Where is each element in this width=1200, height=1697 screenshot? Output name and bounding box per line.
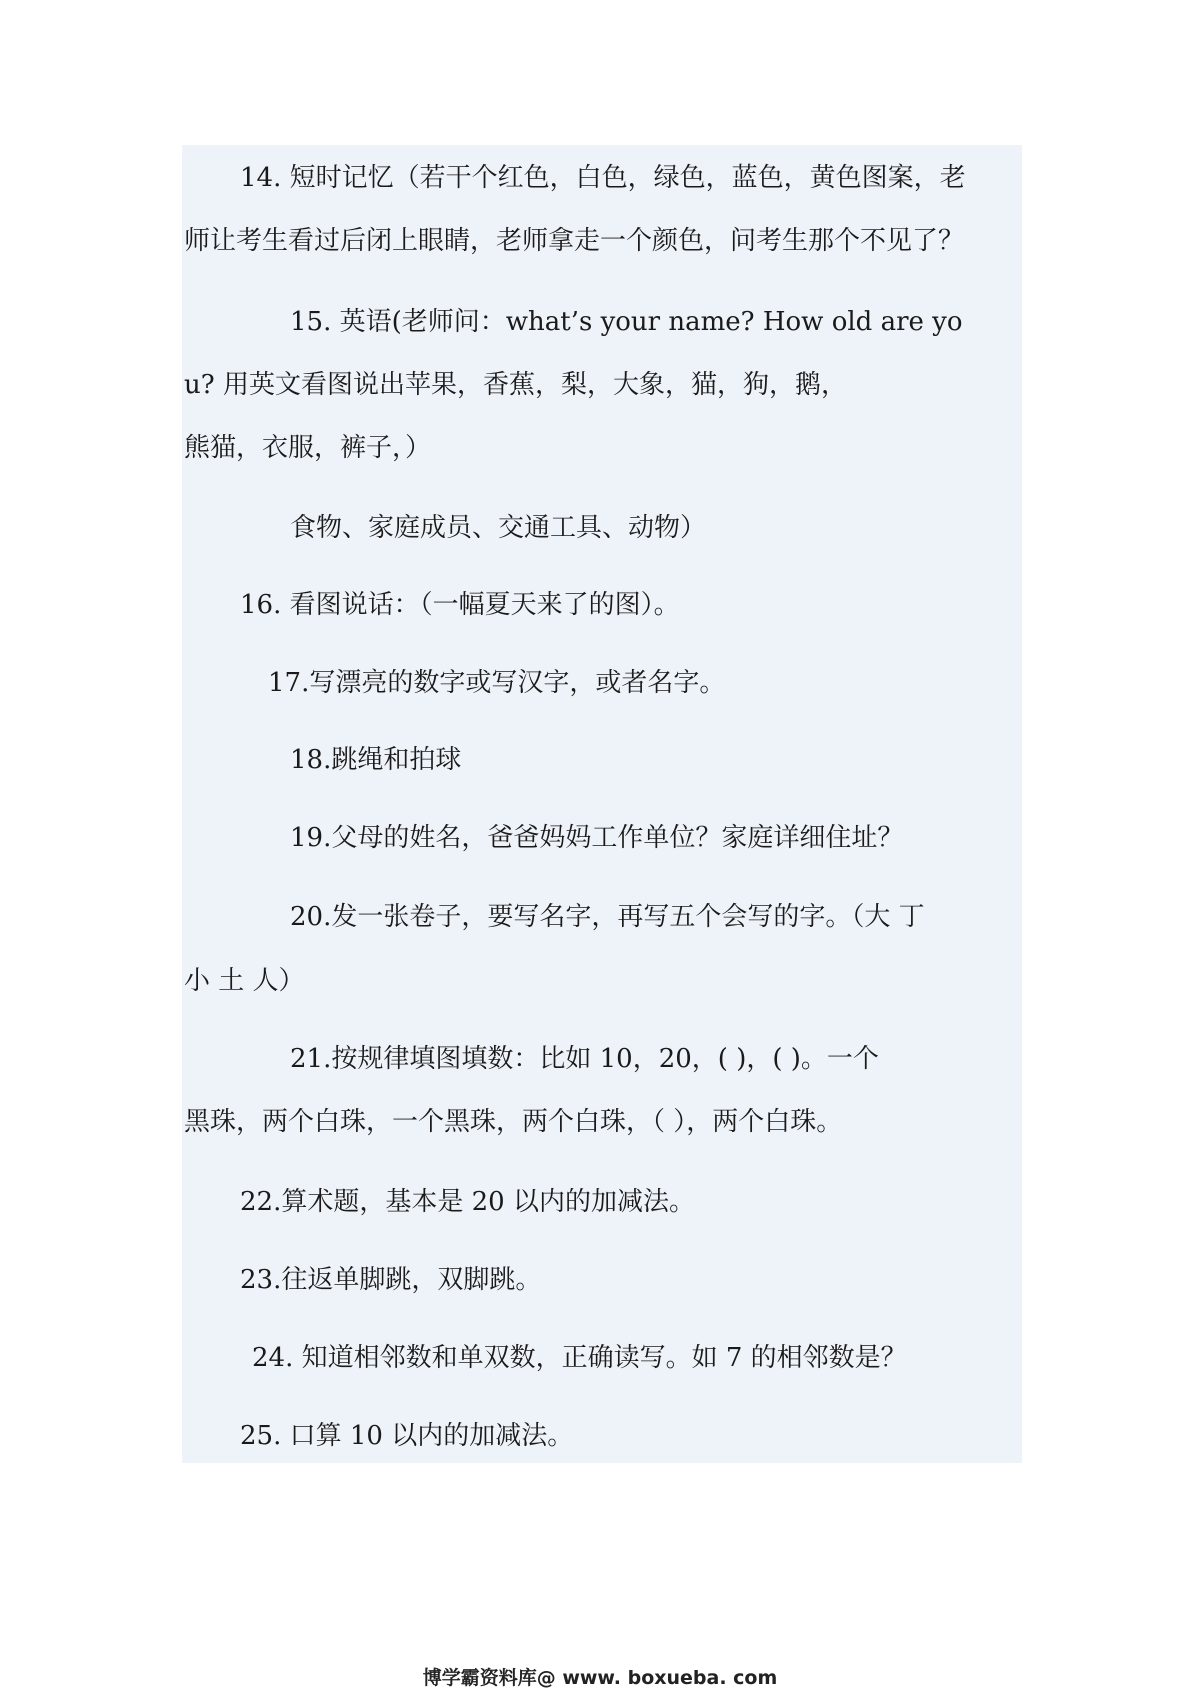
question-16: 16. 看图说话：（一幅夏天来了的图）。: [240, 590, 680, 620]
question-14-line-2: 师让考生看过后闭上眼睛，老师拿走一个颜色，问考生那个不见了？: [184, 226, 965, 256]
question-20-line-2: 小 土 人）: [184, 966, 305, 996]
question-24: 24. 知道相邻数和单双数，正确读写。如 7 的相邻数是？: [252, 1343, 907, 1373]
question-21-line-2: 黑珠，两个白珠，一个黑珠，两个白珠，（ ），两个白珠。: [184, 1107, 843, 1137]
question-15-line-1: 15. 英语(老师问：what’s your name? How old are yo: [290, 307, 963, 337]
question-19: 19.父母的姓名，爸爸妈妈工作单位？家庭详细住址？: [290, 823, 904, 853]
question-15-line-4: 食物、家庭成员、交通工具、动物）: [290, 513, 707, 543]
question-18: 18.跳绳和拍球: [290, 745, 462, 775]
question-15-line-3: 熊猫，衣服，裤子，）: [184, 433, 432, 463]
question-22: 22.算术题，基本是 20 以内的加减法。: [240, 1187, 695, 1217]
footer-watermark: 博学霸资料库@ www. boxueba. com: [422, 1667, 778, 1689]
question-14-line-1: 14. 短时记忆（若干个红色，白色，绿色，蓝色，黄色图案，老: [240, 163, 966, 193]
question-20-line-1: 20.发一张卷子，要写名字，再写五个会写的字。（大 丁: [290, 902, 925, 932]
question-21-line-1: 21.按规律填图填数：比如 10，20，( )，( )。一个: [290, 1044, 879, 1074]
question-15-line-2: u? 用英文看图说出苹果，香蕉，梨，大象，猫，狗，鹅，: [184, 370, 847, 400]
question-17: 17.写漂亮的数字或写汉字，或者名字。: [268, 668, 726, 698]
question-23: 23.往返单脚跳，双脚跳。: [240, 1265, 542, 1295]
question-25: 25. 口算 10 以内的加减法。: [240, 1421, 574, 1451]
